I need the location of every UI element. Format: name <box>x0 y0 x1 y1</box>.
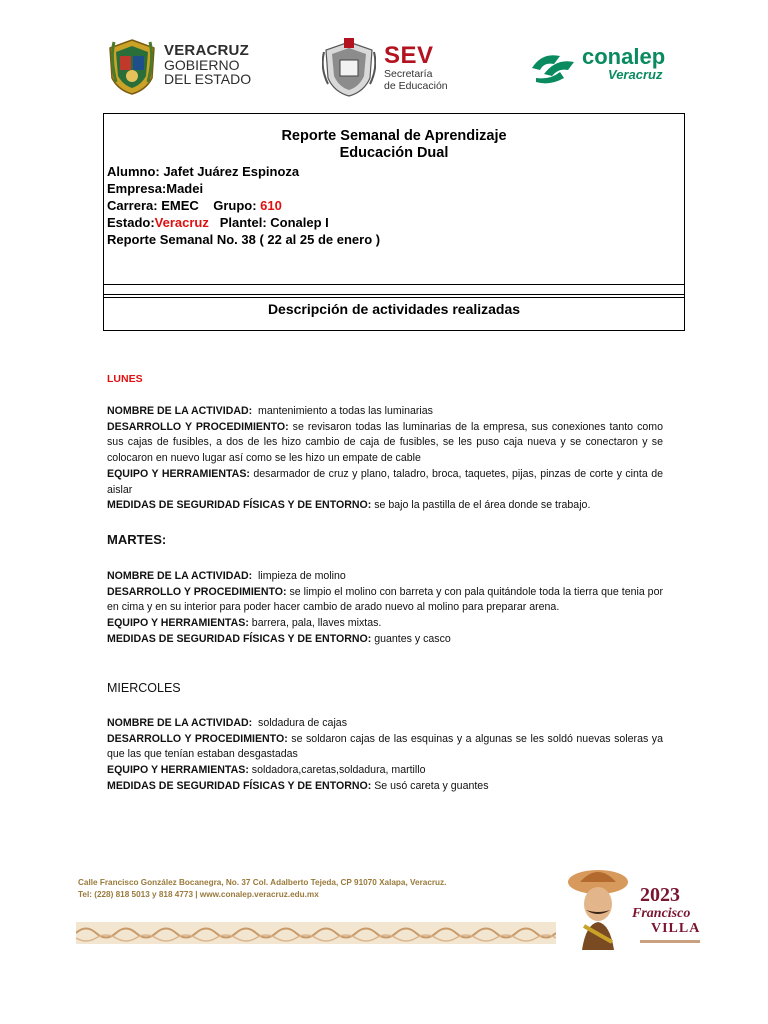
field-estado-value: Veracruz <box>154 215 209 230</box>
value-equipo: barrera, pala, llaves mixtas. <box>248 617 382 630</box>
field-grupo-value: 610 <box>260 198 282 213</box>
label-medidas: MEDIDAS DE SEGURIDAD FÍSICAS Y DE ENTORNO: <box>107 499 372 512</box>
conalep-sub: Veracruz <box>608 67 663 82</box>
conalep-mark-icon <box>530 48 580 84</box>
label-desarrollo: DESARROLLO Y PROCEDIMIENTO: <box>107 420 289 433</box>
value-equipo: desarmador de cruz y plano, taladro, broca, taquetes, pijas, pinzas de corte y cinta de aislar <box>107 467 663 496</box>
label-desarrollo: DESARROLLO Y PROCEDIMIENTO: <box>107 732 288 745</box>
field-grupo-label: Grupo: <box>213 198 261 213</box>
label-actividad: NOMBRE DE LA ACTIVIDAD: <box>107 570 253 582</box>
veracruz-wordmark <box>164 44 251 86</box>
field-reporte: Reporte Semanal No. 38 ( 22 al 25 de enero ) <box>107 232 381 247</box>
label-actividad: NOMBRE DE LA ACTIVIDAD: <box>107 717 253 729</box>
description-title: Descripción de actividades realizadas <box>267 301 521 317</box>
label-equipo: EQUIPO Y HERRAMIENTAS: <box>107 764 249 777</box>
villa-name-villa: VILLA <box>651 921 701 936</box>
field-estado-plantel <box>107 214 380 231</box>
field-carrera-grupo <box>107 197 380 214</box>
field-plantel: Plantel: Conalep I <box>219 215 329 230</box>
value-medidas: se bajo la pastilla de el área donde se trabajo. <box>371 499 591 512</box>
conalep-name: conalep <box>582 44 666 69</box>
report-header-box <box>103 113 685 295</box>
report-title <box>104 128 684 162</box>
field-estado-label: Estado: <box>107 215 155 230</box>
sev-shield-icon <box>322 38 376 98</box>
veracruz-title: VERACRUZ <box>164 42 249 59</box>
activity-desarrollo <box>107 732 663 763</box>
activity-equipo <box>107 616 663 632</box>
day-block-lunes <box>107 404 663 514</box>
villa-underline <box>640 940 700 943</box>
report-fields <box>107 163 380 248</box>
footer-address-block <box>78 877 446 901</box>
footer-address: Calle Francisco González Bocanegra, No. 37 Col. Adalberto Tejeda, CP 91070 Xalapa, Veracruz. <box>78 878 447 887</box>
value-desarrollo: se revisaron todas las luminarias de la empresa, sus conexiones tanto como sus cajas de fusibles, a dos de les hizo cambio de caja de fusibles, se les puso caja nueva y se conectaron y se colocaron en nuevo lugar así como se les hizo un empate de cable <box>107 420 663 465</box>
villa-name-francisco: Francisco <box>632 906 691 921</box>
report-title-line1: Reporte Semanal de Aprendizaje <box>281 128 507 144</box>
activity-medidas <box>107 779 663 795</box>
sev-line1: Secretaría <box>384 68 433 80</box>
value-equipo: soldadora,caretas,soldadura, martillo <box>248 764 426 777</box>
sev-name: SEV <box>384 42 434 69</box>
description-box-divider <box>104 285 684 298</box>
conalep-logo <box>530 46 680 90</box>
day-heading-lunes: LUNES <box>107 373 143 385</box>
value-actividad: limpieza de molino <box>252 570 346 582</box>
footer-ornament-band <box>76 922 556 944</box>
label-equipo: EQUIPO Y HERRAMIENTAS: <box>107 617 249 630</box>
day-block-miercoles <box>107 716 663 795</box>
activity-desarrollo <box>107 420 663 467</box>
label-desarrollo: DESARROLLO Y PROCEDIMIENTO: <box>107 585 287 598</box>
value-actividad: mantenimiento a todas las luminarias <box>252 405 433 417</box>
sev-logo <box>322 36 472 100</box>
value-medidas: guantes y casco <box>371 632 451 645</box>
conalep-wordmark <box>582 46 665 82</box>
day-block-martes <box>107 569 663 648</box>
field-empresa: Empresa:Madei <box>107 181 204 196</box>
veracruz-coat-of-arms-icon <box>106 38 158 96</box>
villa-year: 2023 <box>640 884 680 906</box>
francisco-villa-portrait-icon <box>566 866 630 950</box>
veracruz-gobierno: GOBIERNO <box>164 57 240 73</box>
field-carrera: Carrera: EMEC <box>107 198 199 213</box>
label-equipo: EQUIPO Y HERRAMIENTAS: <box>107 467 250 480</box>
footer-contact: Tel: (228) 818 5013 y 818 4773 | www.conalep.veracruz.edu.mx <box>78 890 319 899</box>
sev-line2: de Educación <box>384 80 448 92</box>
veracruz-gobierno-logo <box>106 36 256 100</box>
sev-wordmark <box>384 44 448 92</box>
activity-desarrollo <box>107 585 663 616</box>
value-actividad: soldadura de cajas <box>252 717 347 729</box>
veracruz-del-estado: DEL ESTADO <box>164 71 252 87</box>
label-medidas: MEDIDAS DE SEGURIDAD FÍSICAS Y DE ENTORNO: <box>107 779 372 792</box>
activity-medidas <box>107 498 663 514</box>
value-desarrollo: se soldaron cajas de las esquinas y a algunas se les soldó nuevas soleras ya que las que tenían estaban desgastadas <box>107 732 664 761</box>
day-heading-miercoles: MIERCOLES <box>107 681 181 695</box>
report-title-line2: Educación Dual <box>339 145 449 161</box>
day-heading-martes: MARTES: <box>107 532 167 547</box>
value-desarrollo: se limpio el molino con barreta y con pala quitándole toda la tierra que tenia por en cima y en su interior para poder hacer cambio de arado nuevo al molino para preparar arena. <box>107 585 663 614</box>
activity-equipo <box>107 763 663 779</box>
value-medidas: Se usó careta y guantes <box>371 779 489 792</box>
label-medidas: MEDIDAS DE SEGURIDAD FÍSICAS Y DE ENTORNO: <box>107 632 372 645</box>
activity-medidas <box>107 632 663 648</box>
activity-name <box>107 404 663 420</box>
activity-name <box>107 716 663 732</box>
description-box <box>103 284 685 331</box>
label-actividad: NOMBRE DE LA ACTIVIDAD: <box>107 405 253 417</box>
activity-name <box>107 569 663 585</box>
activity-equipo <box>107 467 663 498</box>
field-alumno: Alumno: Jafet Juárez Espinoza <box>107 164 300 179</box>
